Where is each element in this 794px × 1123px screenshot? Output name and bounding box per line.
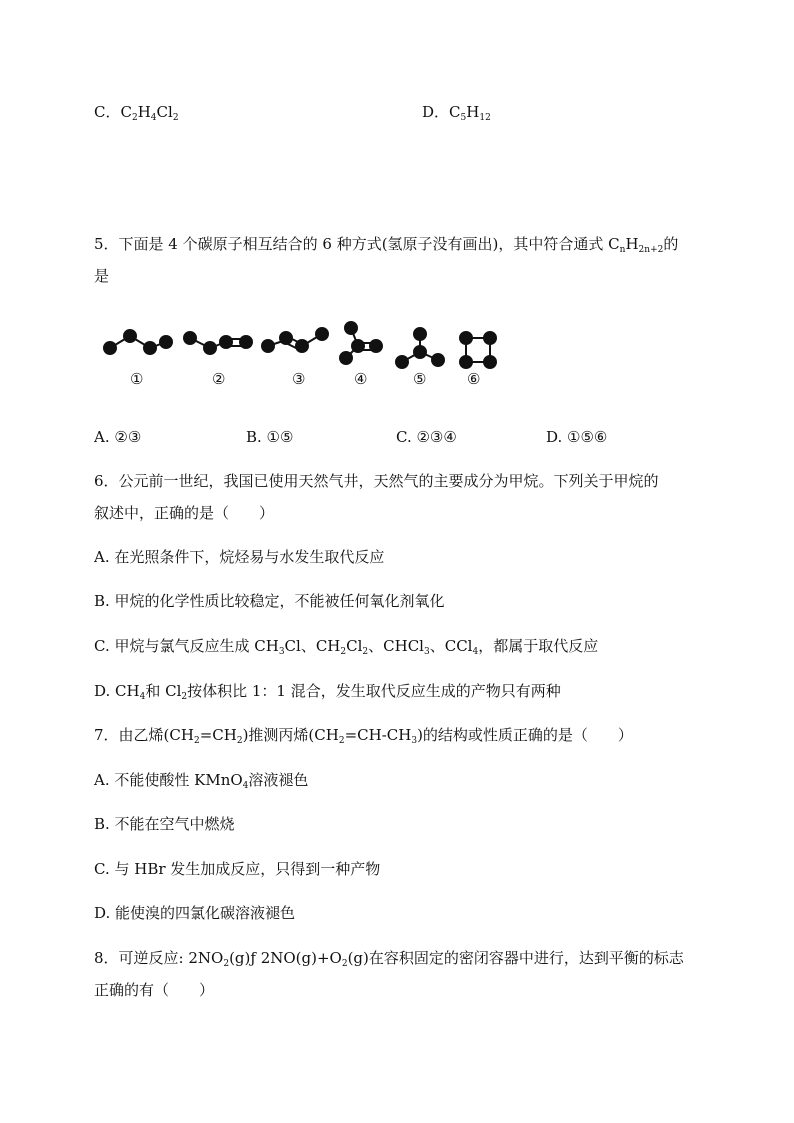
- subscript: 2: [131, 113, 138, 123]
- stem-text: 7．由乙烯(CH: [94, 726, 194, 744]
- q6-stem-line1: 6．公元前一世纪，我国已使用天然气井，天然气的主要成分为甲烷。下列关于甲烷的: [94, 472, 659, 490]
- option-text: D. CH: [94, 682, 140, 700]
- structure-label: ②: [212, 370, 226, 388]
- q5-option-d: D. ①⑤⑥: [546, 428, 608, 446]
- subscript: 4: [472, 647, 479, 657]
- stem-text: 的: [663, 235, 679, 253]
- subscript: 2: [338, 736, 345, 746]
- carbon-skeleton-figure: [96, 318, 506, 370]
- q7-option-b: B. 不能在空气中燃烧: [94, 815, 235, 833]
- subscript: 2: [172, 113, 179, 123]
- subscript: 2: [236, 736, 243, 746]
- structure-label: ①: [130, 370, 144, 388]
- subscript: 3: [278, 647, 285, 657]
- stem-text: 5．下面是 4 个碳原子相互结合的 6 种方式(氢原子没有画出)，其中符合通式 C: [94, 235, 620, 253]
- subscript: 2: [181, 692, 188, 702]
- option-label: C．: [94, 103, 121, 121]
- q5-stem-line2: [94, 266, 109, 286]
- subscript: 3: [423, 647, 430, 657]
- formula-part: C: [120, 103, 132, 121]
- structure-label: ③: [292, 370, 306, 388]
- subscript: 4: [150, 113, 157, 123]
- q5-option-b: B. ①⑤: [246, 428, 294, 446]
- q5-stem-line1: [94, 234, 678, 254]
- subscript: 12: [479, 113, 491, 123]
- structure-label: ⑤: [413, 370, 427, 388]
- subscript: 2: [341, 959, 348, 969]
- q5-option-a: A. ②③: [94, 428, 142, 446]
- stem-text: 8．可逆反应: 2NO: [94, 949, 224, 967]
- option-label: D．: [422, 103, 450, 121]
- stem-text: )推测丙烯(CH: [242, 726, 339, 744]
- structure-4: [340, 322, 382, 364]
- q7-option-d: D. 能使溴的四氯化碳溶液褪色: [94, 904, 296, 922]
- option-text: 、CCl: [429, 637, 473, 655]
- subscript: 2n+2: [638, 245, 664, 255]
- stem-text: =CH-CH: [344, 726, 412, 744]
- q5-option-c: C. ②③④: [396, 428, 457, 446]
- q7-option-a: [94, 770, 308, 790]
- subscript: 2: [362, 647, 369, 657]
- q7-option-c: C. 与 HBr 发生加成反应，只得到一种产物: [94, 860, 381, 878]
- q7-stem: [94, 725, 633, 745]
- q4-option-c: [94, 102, 179, 122]
- formula-part: C: [449, 103, 461, 121]
- structure-1: [104, 330, 172, 354]
- q6-option-b: B. 甲烷的化学性质比较稳定，不能被任何氧化剂氧化: [94, 592, 445, 610]
- option-text: 和 Cl: [145, 682, 182, 700]
- q8-stem-line1: [94, 948, 684, 968]
- stem-text: 是: [94, 267, 110, 285]
- subscript: 2: [223, 959, 230, 969]
- q6-stem-line2: 叙述中，正确的是（ ）: [94, 504, 275, 522]
- q8-stem-line2: 正确的有（ ）: [94, 981, 215, 999]
- q6-option-a: A. 在光照条件下，烷烃易与水发生取代反应: [94, 548, 385, 566]
- option-text: 、CHCl: [368, 637, 424, 655]
- structure-label: ⑥: [467, 370, 481, 388]
- subscript: 2: [340, 647, 347, 657]
- formula-part: H: [466, 103, 480, 121]
- subscript: 4: [139, 692, 146, 702]
- structure-6: [460, 332, 496, 368]
- option-text: Cl: [346, 637, 363, 655]
- q6-option-c: [94, 636, 598, 656]
- option-text: A. 不能使酸性 KMnO: [94, 771, 243, 789]
- stem-text: )的结构或性质正确的是（ ）: [417, 726, 633, 744]
- q6-option-d: [94, 681, 561, 701]
- subscript: 3: [411, 736, 418, 746]
- formula-part: H: [625, 235, 639, 253]
- structure-2: [184, 332, 252, 354]
- subscript: 4: [242, 781, 249, 791]
- structure-5: [396, 328, 444, 368]
- stem-text: (g)在容积固定的密闭容器中进行，达到平衡的标志: [347, 949, 684, 967]
- structure-3: [262, 328, 328, 352]
- option-text: ，都属于取代反应: [478, 637, 599, 655]
- option-text: 溶液褪色: [248, 771, 309, 789]
- formula-part: Cl: [156, 103, 173, 121]
- subscript: 5: [460, 113, 467, 123]
- option-text: Cl、CH: [284, 637, 341, 655]
- subscript: n: [619, 245, 626, 255]
- stem-text: =CH: [199, 726, 237, 744]
- subscript: 2: [193, 736, 200, 746]
- structure-label: ④: [354, 370, 368, 388]
- option-text: 按体积比 1：1 混合，发生取代反应生成的产物只有两种: [187, 682, 561, 700]
- formula-part: H: [137, 103, 151, 121]
- q4-option-d: [422, 102, 491, 122]
- option-text: C. 甲烷与氯气反应生成 CH: [94, 637, 279, 655]
- stem-text: (g)ƒ 2NO(g)+O: [229, 949, 342, 967]
